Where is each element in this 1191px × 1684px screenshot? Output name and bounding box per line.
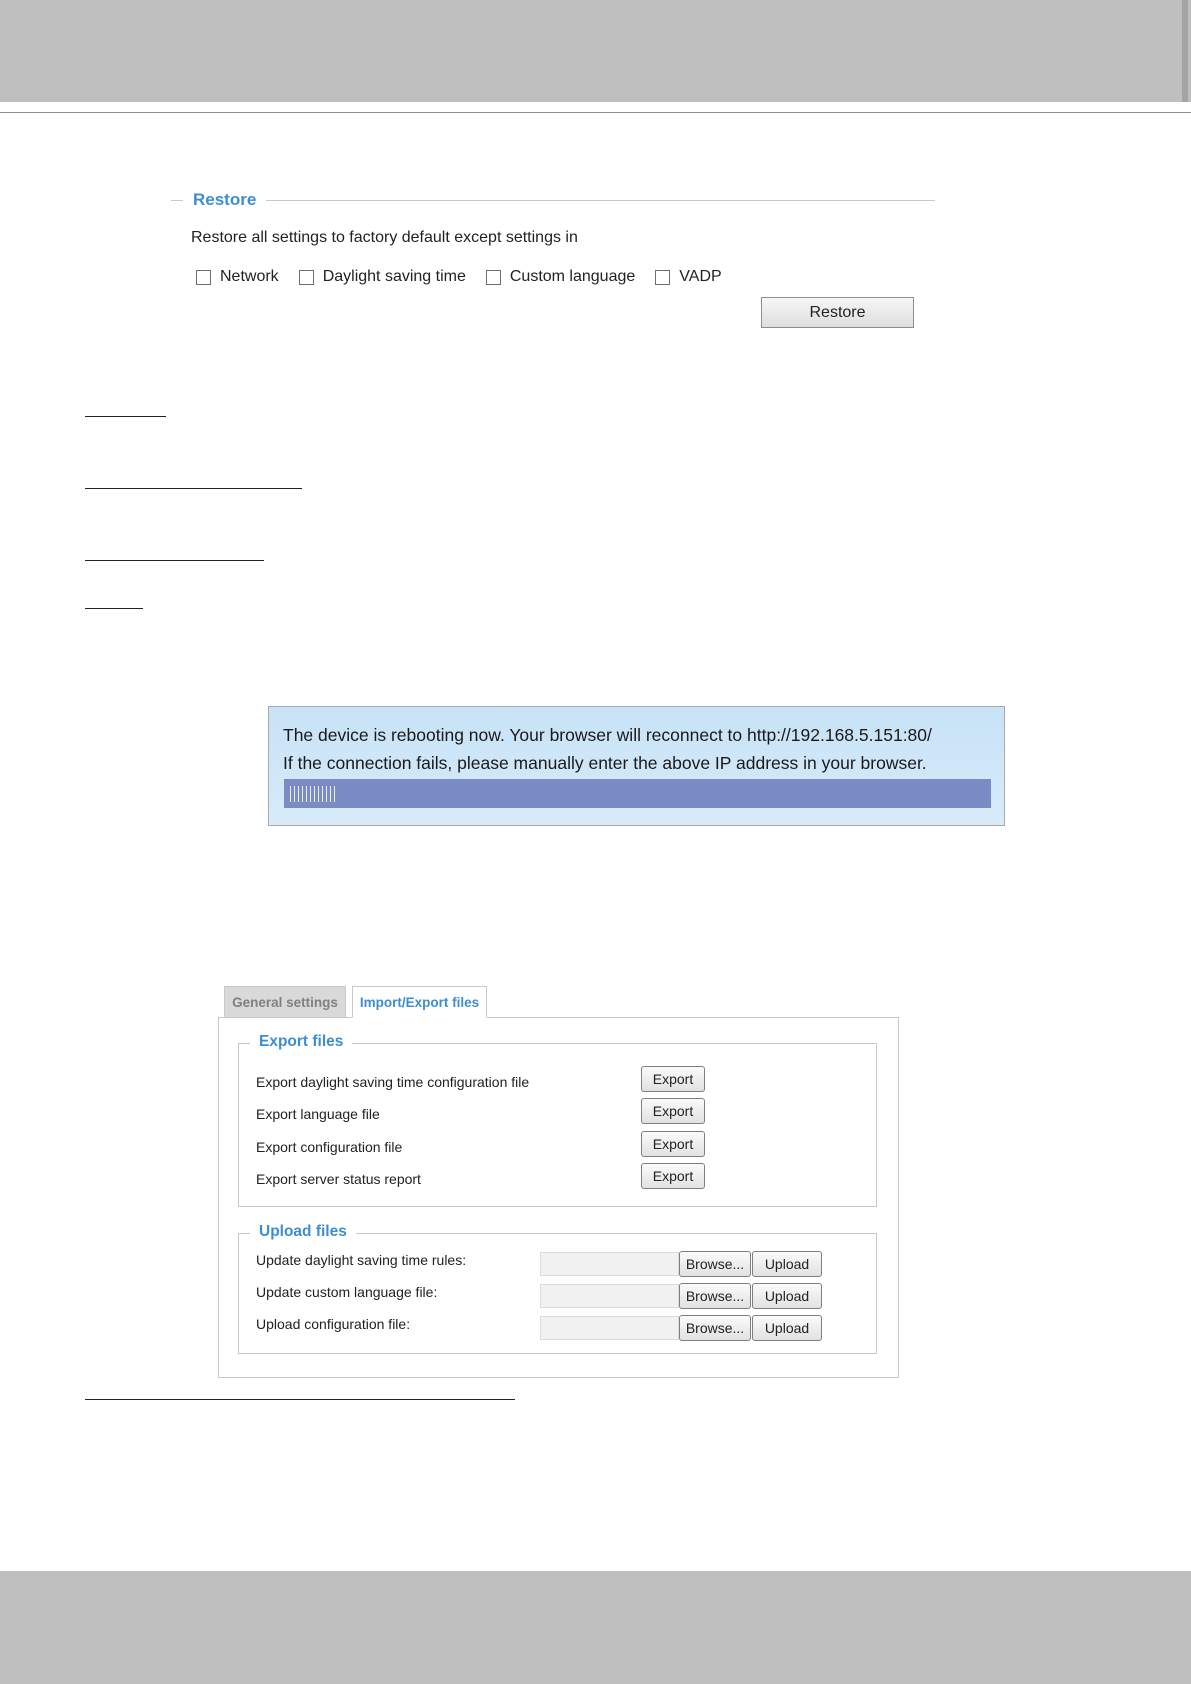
configuration-file-input[interactable]	[540, 1316, 679, 1340]
upload-configuration-label: Upload configuration file:	[256, 1316, 411, 1332]
daylight-saving-checkbox[interactable]	[299, 270, 314, 285]
header-band	[0, 0, 1191, 102]
export-status-report-label: Export server status report	[256, 1171, 421, 1187]
tab-import-export-files[interactable]: Import/Export files	[352, 986, 487, 1018]
footer-band	[0, 1571, 1191, 1684]
export-configuration-label: Export configuration file	[256, 1139, 403, 1155]
restore-legend: Restore	[193, 190, 257, 209]
restore-legend-line-right	[266, 200, 935, 201]
upload-files-legend: Upload files	[250, 1223, 356, 1241]
section-heading-underline	[85, 1399, 515, 1400]
reboot-notice	[268, 706, 1005, 826]
restore-option-daylight[interactable]	[299, 268, 466, 286]
export-dst-button[interactable]: Export	[641, 1066, 705, 1092]
restore-description: Restore all settings to factory default except settings in	[191, 229, 578, 246]
export-language-button[interactable]: Export	[641, 1098, 705, 1124]
language-file-input[interactable]	[540, 1284, 679, 1308]
dst-rules-file-input[interactable]	[540, 1252, 679, 1276]
restore-option-network[interactable]	[196, 268, 279, 286]
daylight-saving-label: Daylight saving time	[322, 268, 466, 285]
header-divider	[0, 112, 1191, 113]
reboot-message-line1: The device is rebooting now. Your browser will reconnect to http://192.168.5.151:80/	[283, 725, 932, 745]
section-heading-underline	[85, 488, 302, 489]
vadp-label: VADP	[679, 268, 722, 285]
export-status-report-button[interactable]: Export	[641, 1163, 705, 1189]
language-upload-button[interactable]: Upload	[752, 1283, 822, 1309]
upload-files-group	[238, 1223, 877, 1354]
configuration-upload-button[interactable]: Upload	[752, 1315, 822, 1341]
custom-language-checkbox[interactable]	[486, 270, 501, 285]
language-browse-button[interactable]: Browse...	[679, 1283, 751, 1309]
export-files-group	[238, 1033, 877, 1207]
export-configuration-button[interactable]: Export	[641, 1131, 705, 1157]
vadp-checkbox[interactable]	[655, 270, 670, 285]
section-heading-underline	[85, 416, 166, 417]
scrollbar[interactable]	[1182, 0, 1188, 102]
dst-rules-upload-button[interactable]: Upload	[752, 1251, 822, 1277]
reboot-message-line2: If the connection fails, please manually enter the above IP address in your browser.	[283, 753, 927, 773]
network-label: Network	[220, 268, 279, 285]
export-dst-label: Export daylight saving time configuration file	[256, 1074, 530, 1090]
restore-option-custom-language[interactable]	[486, 268, 635, 286]
custom-language-label: Custom language	[509, 268, 636, 285]
network-checkbox[interactable]	[196, 270, 211, 285]
restore-options	[196, 268, 722, 286]
dst-rules-browse-button[interactable]: Browse...	[679, 1251, 751, 1277]
export-language-label: Export language file	[256, 1106, 380, 1122]
reboot-progress-bar	[284, 779, 991, 808]
upload-language-label: Update custom language file:	[256, 1284, 438, 1300]
section-heading-underline	[85, 608, 143, 609]
progress-indicator	[290, 786, 335, 802]
upload-dst-rules-label: Update daylight saving time rules:	[256, 1252, 467, 1268]
section-heading-underline	[85, 560, 264, 561]
restore-legend-line-left	[171, 200, 183, 201]
export-files-legend: Export files	[250, 1033, 352, 1051]
restore-option-vadp[interactable]	[655, 268, 721, 286]
tab-general-settings[interactable]: General settings	[224, 986, 346, 1017]
restore-button[interactable]: Restore	[761, 297, 914, 328]
configuration-browse-button[interactable]: Browse...	[679, 1315, 751, 1341]
import-export-panel	[218, 1017, 899, 1378]
